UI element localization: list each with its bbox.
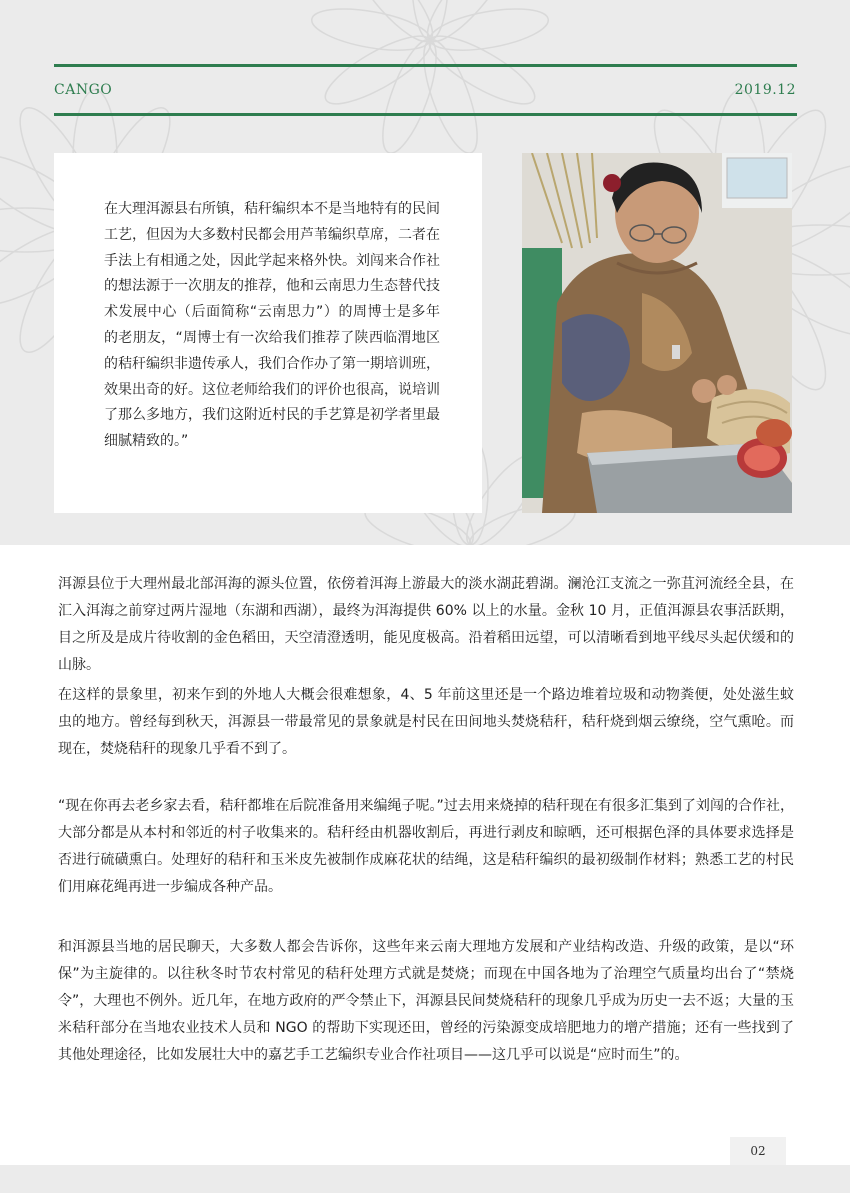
- body-paragraph: 洱源县位于大理州最北部洱海的源头位置，依傍着洱海上游最大的淡水湖茈碧湖。澜沧江支流之一弥苴河流经全县，在汇入洱海之前穿过两片湿地（东湖和西湖），最终为洱海提供 60% 以上的水量。金秋 10 月，正值洱源县农事活跃期，目之所及是成片待收割的金色稻田，天空清澄透明，能见度极高。沿着稻田远望，可以清晰看到地平线尽头起伏缓和的山脉。: [58, 576, 794, 673]
- header-rule-top: [54, 64, 797, 67]
- quote-text: 在大理洱源县右所镇，秸秆编织本不是当地特有的民间工艺，但因为大多数村民都会用芦苇编织草席，二者在手法上有相通之处，因此学起来格外快。刘闯来合作社的想法源于一次朋友的推荐，他和云南思力生态替代技术发展中心（后面简称“云南思力”）的周博士是多年的老朋友，“周博士有一次给我们推荐了陕西临渭地区的秸秆编织非遗传承人，我们合作办了第一期培训班，效果出奇的好。这位老师给我们的评价也很高，说培训了那么多地方，我们这附近村民的手艺算是初学者里最细腻精致的。”: [104, 201, 440, 450]
- body-paragraph: “现在你再去老乡家去看，秸秆都堆在后院准备用来编绳子呢。”过去用来烧掉的秸秆现在有很多汇集到了刘闯的合作社，大部分都是从本村和邻近的村子收集来的。秸秆经由机器收割后，再进行剥皮和晾晒，还可根据色泽的具体要求选择是否进行硫磺熏白。处理好的秸秆和玉米皮先被制作成麻花状的结绳，这是秸秆编织的最初级制作材料；熟悉工艺的村民们用麻花绳再进一步编成各种产品。: [58, 798, 794, 895]
- quote-card: [54, 153, 482, 513]
- page-number: 02: [730, 1137, 786, 1165]
- footer-bar: [0, 1165, 850, 1193]
- article-body: [0, 545, 850, 1165]
- body-paragraph: 在这样的景象里，初来乍到的外地人大概会很难想象，4、5 年前这里还是一个路边堆着垃圾和动物粪便，处处滋生蚊虫的地方。曾经每到秋天，洱源县一带最常见的景象就是村民在田间地头焚烧秸秆，秸秆烧到烟云缭绕，空气熏呛。而现在，焚烧秸秆的现象几乎看不到了。: [58, 687, 794, 757]
- weaver-photo: [522, 153, 792, 513]
- brand-label: CANGO: [54, 82, 113, 98]
- body-paragraph: 和洱源县当地的居民聊天，大多数人都会告诉你，这些年来云南大理地方发展和产业结构改造、升级的政策，是以“环保”为主旋律的。以往秋冬时节农村常见的秸秆处理方式就是焚烧；而现在中国各地为了治理空气质量均出台了“禁烧令”，大理也不例外。近几年，在地方政府的严令禁止下，洱源县民间焚烧秸秆的现象几乎成为历史一去不返；大量的玉米秸秆部分在当地农业技术人员和 NGO 的帮助下实现还田，曾经的污染源变成培肥地力的增产措施；还有一些找到了其他处理途径，比如发展壮大中的嘉艺手工艺编织专业合作社项目——这几乎可以说是“应时而生”的。: [58, 939, 794, 1063]
- issue-date: 2019.12: [734, 82, 796, 98]
- header-rule-bottom: [54, 113, 797, 116]
